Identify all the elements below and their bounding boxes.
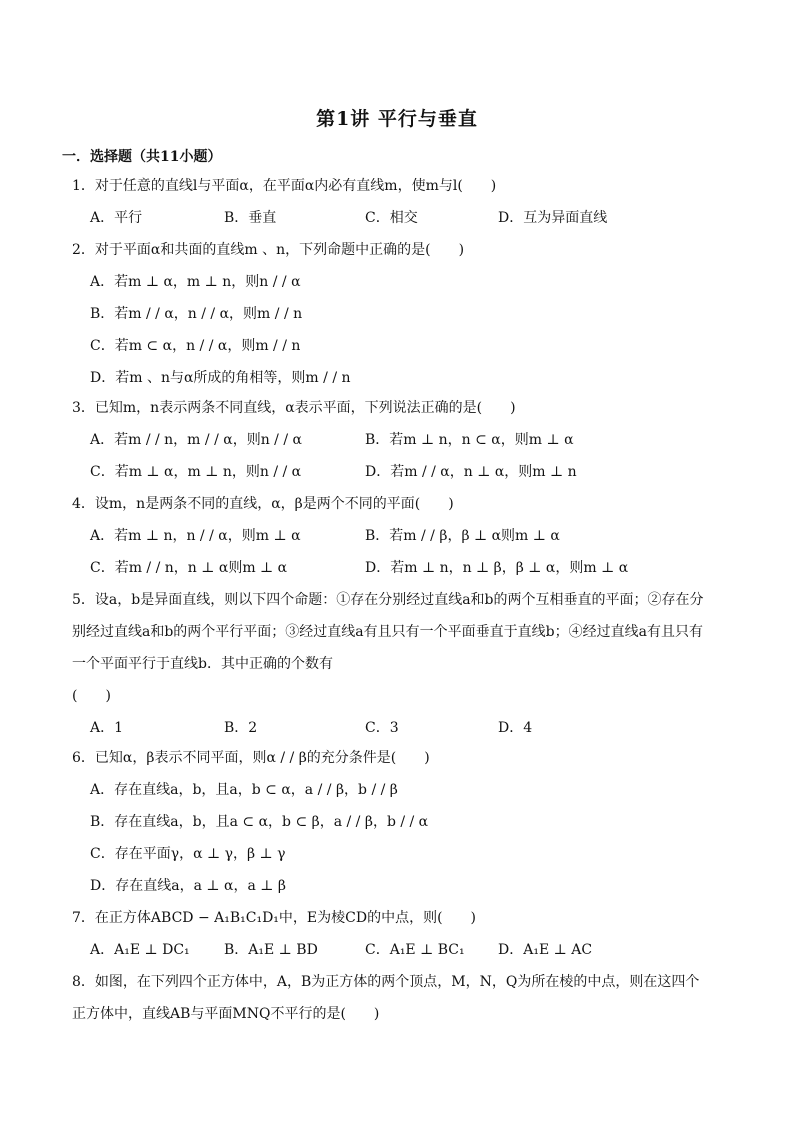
question-7-option-c: C．A₁E ⊥ BC₁ [365,942,465,958]
question-6-option-c: C．存在平面γ，α ⊥ γ，β ⊥ γ [90,846,286,862]
question-2-option-c: C．若m ⊂ α，n / / α，则m / / n [90,338,301,354]
question-5-option-b: B．2 [224,720,258,736]
question-6-stem: 6．已知α，β表示不同平面，则α / / β的充分条件是( ) [72,750,430,766]
section-heading: 一．选择题（共11小题） [62,149,222,165]
question-3-option-b: B．若m ⊥ n，n ⊂ α，则m ⊥ α [365,432,574,448]
question-1-stem: 1．对于任意的直线l与平面α，在平面α内必有直线m，使m与l( ) [72,178,497,194]
question-4-option-a: A．若m ⊥ n，n / / α，则m ⊥ α [90,528,301,544]
question-7-option-d: D．A₁E ⊥ AC [498,942,593,958]
question-6-option-b: B．存在直线a，b，且a ⊂ α，b ⊂ β，a / / β，b / / α [90,814,429,830]
question-1-option-b: B．垂直 [224,210,277,226]
question-8-line-2: 正方体中，直线AB与平面MNQ不平行的是( ) [72,1006,380,1022]
question-7-option-a: A．A₁E ⊥ DC₁ [90,942,190,958]
question-5-line-4: ( ) [72,688,111,704]
question-5-line-2: 别经过直线a和b的两个平行平面；③经过直线a有且只有一个平面垂直于直线b；④经过直线a有且只有 [72,624,703,640]
question-6-option-a: A．存在直线a，b，且a，b ⊂ α，a / / β，b / / β [90,782,398,798]
page-title: 第1讲 平行与垂直 [316,108,478,130]
question-3-stem: 3．已知m，n表示两条不同直线，α表示平面，下列说法正确的是( ) [72,400,516,416]
question-5-option-c: C．3 [365,720,399,736]
question-5-line-1: 5．设a，b是异面直线，则以下四个命题：①存在分别经过直线a和b的两个互相垂直的平面；②存在分 [72,592,704,608]
question-8-line-1: 8．如图，在下列四个正方体中，A，B为正方体的两个顶点，M，N，Q为所在棱的中点，则在这四个 [72,974,700,990]
question-5-option-d: D．4 [498,720,533,736]
question-7-stem: 7．在正方体ABCD − A₁B₁C₁D₁中，E为棱CD的中点，则( ) [72,910,476,926]
question-2-stem: 2．对于平面α和共面的直线m 、n，下列命题中正确的是( ) [72,242,465,258]
question-4-option-b: B．若m / / β，β ⊥ α则m ⊥ α [365,528,560,544]
question-4-option-d: D．若m ⊥ n，n ⊥ β，β ⊥ α，则m ⊥ α [365,560,629,576]
question-4-option-c: C．若m / / n，n ⊥ α则m ⊥ α [90,560,288,576]
question-5-option-a: A．1 [90,720,124,736]
question-2-option-a: A．若m ⊥ α，m ⊥ n，则n / / α [90,274,301,290]
question-3-option-d: D．若m / / α，n ⊥ α，则m ⊥ n [365,464,577,480]
question-3-option-c: C．若m ⊥ α，m ⊥ n，则n / / α [90,464,302,480]
question-7-option-b: B．A₁E ⊥ BD [224,942,318,958]
question-1-option-c: C．相交 [365,210,418,226]
question-2-option-d: D．若m 、n与α所成的角相等，则m / / n [90,370,351,386]
question-6-option-d: D．存在直线a，a ⊥ α，a ⊥ β [90,878,286,894]
question-4-stem: 4．设m，n是两条不同的直线，α，β是两个不同的平面( ) [72,496,454,512]
question-1-option-a: A．平行 [90,210,143,226]
question-1-option-d: D．互为异面直线 [498,210,608,226]
question-5-line-3: 一个平面平行于直线b．其中正确的个数有 [72,656,333,672]
question-3-option-a: A．若m / / n，m / / α，则n / / α [90,432,302,448]
question-2-option-b: B．若m / / α，n / / α，则m / / n [90,306,303,322]
